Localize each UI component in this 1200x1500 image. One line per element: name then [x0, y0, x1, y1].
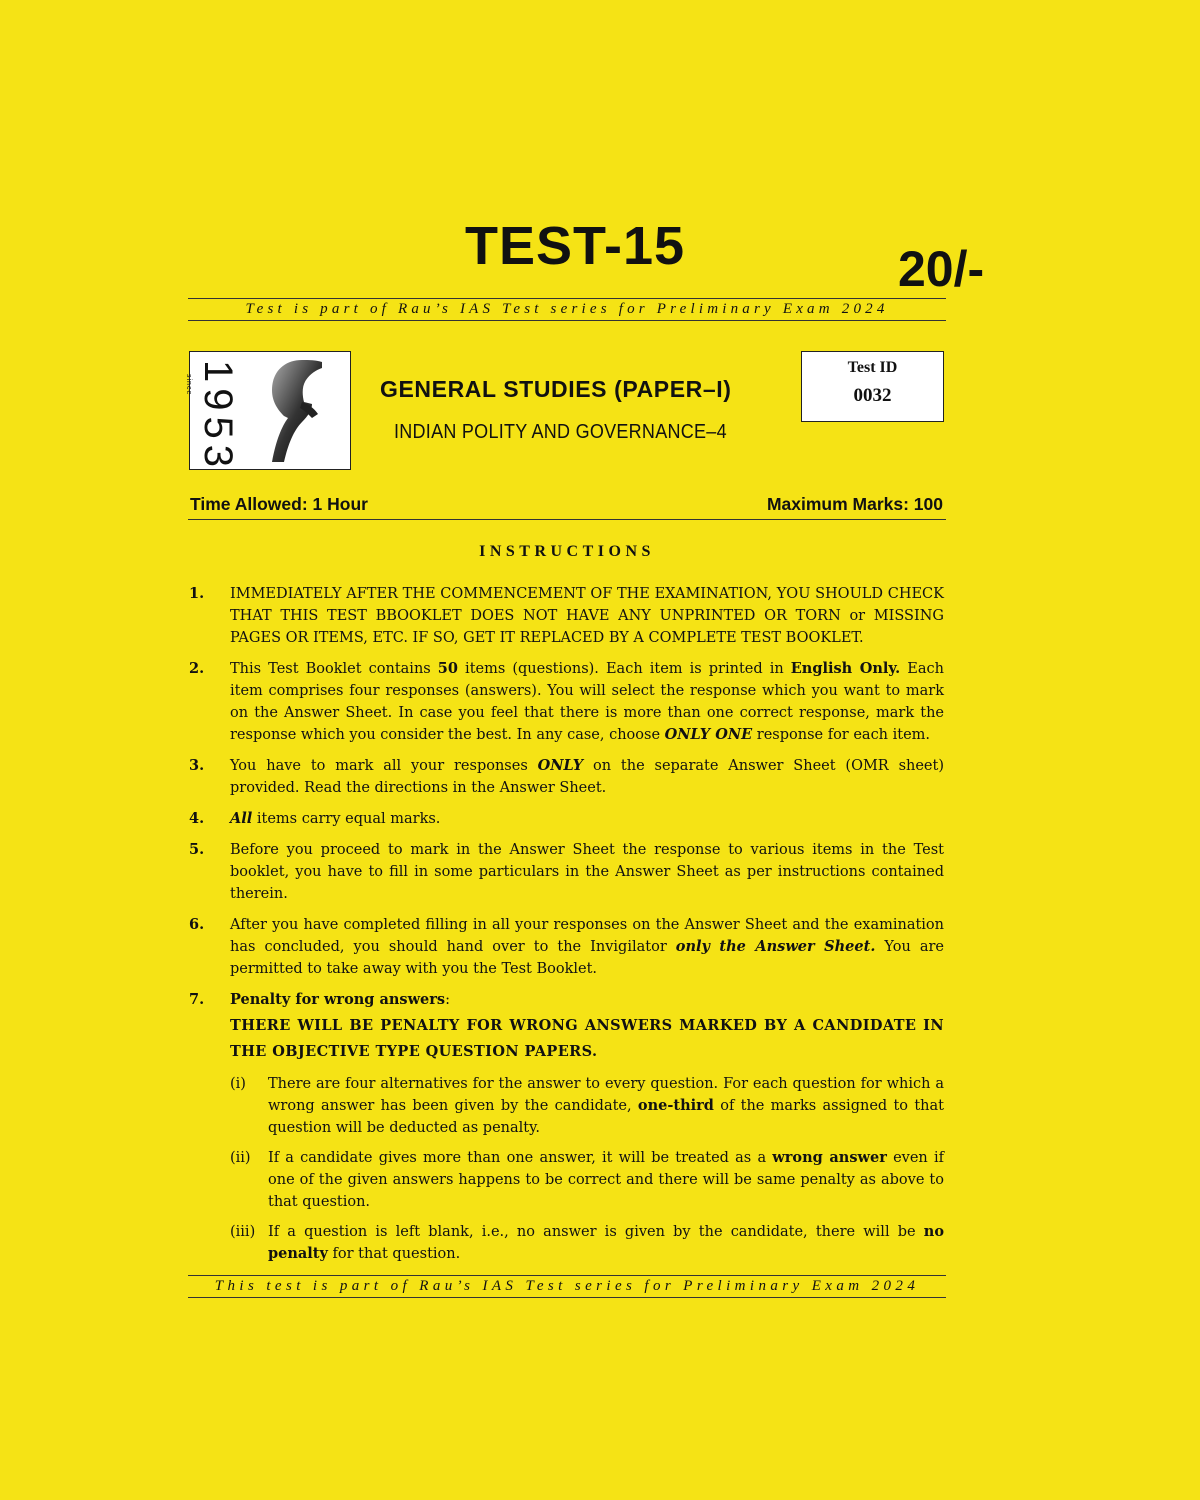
logo — [185, 351, 351, 473]
text-run: Each item comprises four responses (answers). You will select the response which you want to mark on the Answer Sheet. In case you feel that there is more than one correct response, mark the response which you consider the best. In any case, choose — [230, 661, 944, 743]
bold-italic-run: All — [230, 810, 253, 827]
text-run: There are four alternatives for the answer to every question. For each question for which a wrong answer has been given by the candidate, — [268, 1076, 944, 1114]
item-text — [230, 755, 944, 799]
subitem-number: (iii) — [230, 1224, 256, 1240]
item-text: Before you proceed to mark in the Answer Sheet the response to various items in the Test booklet, you have to fill in some particulars in the Answer Sheet as per instructions contained therein. — [230, 842, 944, 902]
test-id-value: 0032 — [853, 385, 892, 406]
text-run: even if one of the given answers happens to be correct and there will be same penalty as above to that question. — [268, 1150, 944, 1210]
paper-subtitle: INDIAN POLITY AND GOVERNANCE–4 — [394, 421, 727, 443]
text-run: After you have completed filling in all your responses on the Answer Sheet and the examination has concluded, you should hand over to the Invigilator — [230, 917, 944, 955]
test-title: TEST-15 — [464, 216, 686, 276]
text-run: : — [445, 992, 450, 1008]
item-text — [230, 808, 944, 830]
item-text: IMMEDIATELY AFTER THE COMMENCEMENT OF THE EXAMINATION, YOU SHOULD CHECK THAT THIS TEST BBOOKLET DOES NOT HAVE ANY UNPRINTED OR TORN or MISSING PAGES OR ITEMS, ETC. IF SO, GET IT REPLACED BY A COMPLETE TEST BOOKLET. — [230, 586, 944, 646]
logo-face-icon — [262, 356, 324, 466]
text-run: If a question is left blank, i.e., no answer is given by the candidate, there will be — [268, 1224, 924, 1240]
bold-run: wrong answer — [772, 1149, 887, 1166]
series-line-bottom: This test is part of Rau’s IAS Test series for Preliminary Exam 2024 — [188, 1275, 946, 1298]
bold-italic-run: ONLY — [537, 757, 584, 774]
penalty-label — [230, 989, 944, 1011]
time-allowed: Time Allowed: 1 Hour — [190, 494, 368, 514]
item-number: 6. — [189, 916, 205, 933]
instruction-item-2 — [189, 658, 944, 746]
subitem-text — [268, 1147, 944, 1213]
test-id-box — [801, 351, 944, 422]
instruction-item-1 — [189, 583, 944, 649]
item-text — [230, 989, 944, 1265]
instruction-item-5 — [189, 839, 944, 905]
penalty-warning: THERE WILL BE PENALTY FOR WRONG ANSWERS MARKED BY A CANDIDATE IN THE OBJECTIVE TYPE QUESTION PAPERS. — [230, 1017, 944, 1060]
penalty-subitem-2 — [230, 1147, 944, 1213]
instruction-item-4 — [189, 808, 944, 830]
bold-italic-run: ONLY ONE — [664, 726, 753, 743]
bold-run: one-third — [637, 1097, 714, 1114]
subitem-text — [268, 1221, 944, 1265]
penalty-subitem-1 — [230, 1073, 944, 1139]
maximum-marks: Maximum Marks: 100 — [766, 494, 943, 514]
text-run: of the marks assigned to that question will be deducted as penalty. — [268, 1098, 944, 1136]
text-run: You have to mark all your responses — [230, 758, 538, 774]
text-run: If a candidate gives more than one answer, it will be treated as a — [268, 1150, 773, 1166]
price: 20/- — [898, 241, 985, 297]
item-number: 3. — [189, 757, 205, 774]
series-line-top: Test is part of Rau’s IAS Test series for Preliminary Exam 2024 — [188, 298, 946, 321]
text-run: You are permitted to take away with you the Test Booklet. — [230, 939, 944, 977]
item-text — [230, 914, 944, 980]
subitem-number: (ii) — [230, 1150, 251, 1166]
text-run: response for each item. — [752, 727, 931, 743]
penalty-subitem-3 — [230, 1221, 944, 1265]
text-run: items carry equal marks. — [252, 811, 441, 827]
text-run: This Test Booklet contains — [230, 661, 438, 677]
instructions-heading: INSTRUCTIONS — [479, 543, 655, 560]
instructions-list — [189, 583, 944, 1274]
item-number: 4. — [189, 810, 205, 827]
item-number: 2. — [189, 660, 205, 677]
text-run: for that question. — [327, 1246, 461, 1262]
test-id-label: Test ID — [847, 359, 898, 376]
instruction-item-3 — [189, 755, 944, 799]
bold-run: English Only. — [790, 660, 901, 677]
subitem-number: (i) — [230, 1076, 246, 1092]
bold-run: no penalty — [268, 1223, 944, 1262]
divider — [188, 519, 946, 520]
instruction-item-7 — [189, 989, 944, 1265]
bold-run: Penalty for wrong answers — [230, 991, 446, 1008]
item-number: 1. — [189, 585, 205, 602]
bold-run: 50 — [437, 660, 458, 677]
item-number: 5. — [189, 841, 205, 858]
text-run: on the separate Answer Sheet (OMR sheet) provided. Read the directions in the Answer Sheet. — [230, 758, 944, 796]
subitem-text — [268, 1073, 944, 1139]
instruction-item-6 — [189, 914, 944, 980]
logo-year: 1953 — [196, 360, 240, 473]
logo-since-text: since — [185, 374, 192, 396]
item-number: 7. — [189, 991, 205, 1008]
item-text — [230, 658, 944, 746]
text-run: items (questions). Each item is printed in — [457, 661, 791, 677]
paper-title: GENERAL STUDIES (PAPER–I) — [380, 376, 732, 402]
bold-italic-run: only the Answer Sheet. — [675, 938, 876, 955]
